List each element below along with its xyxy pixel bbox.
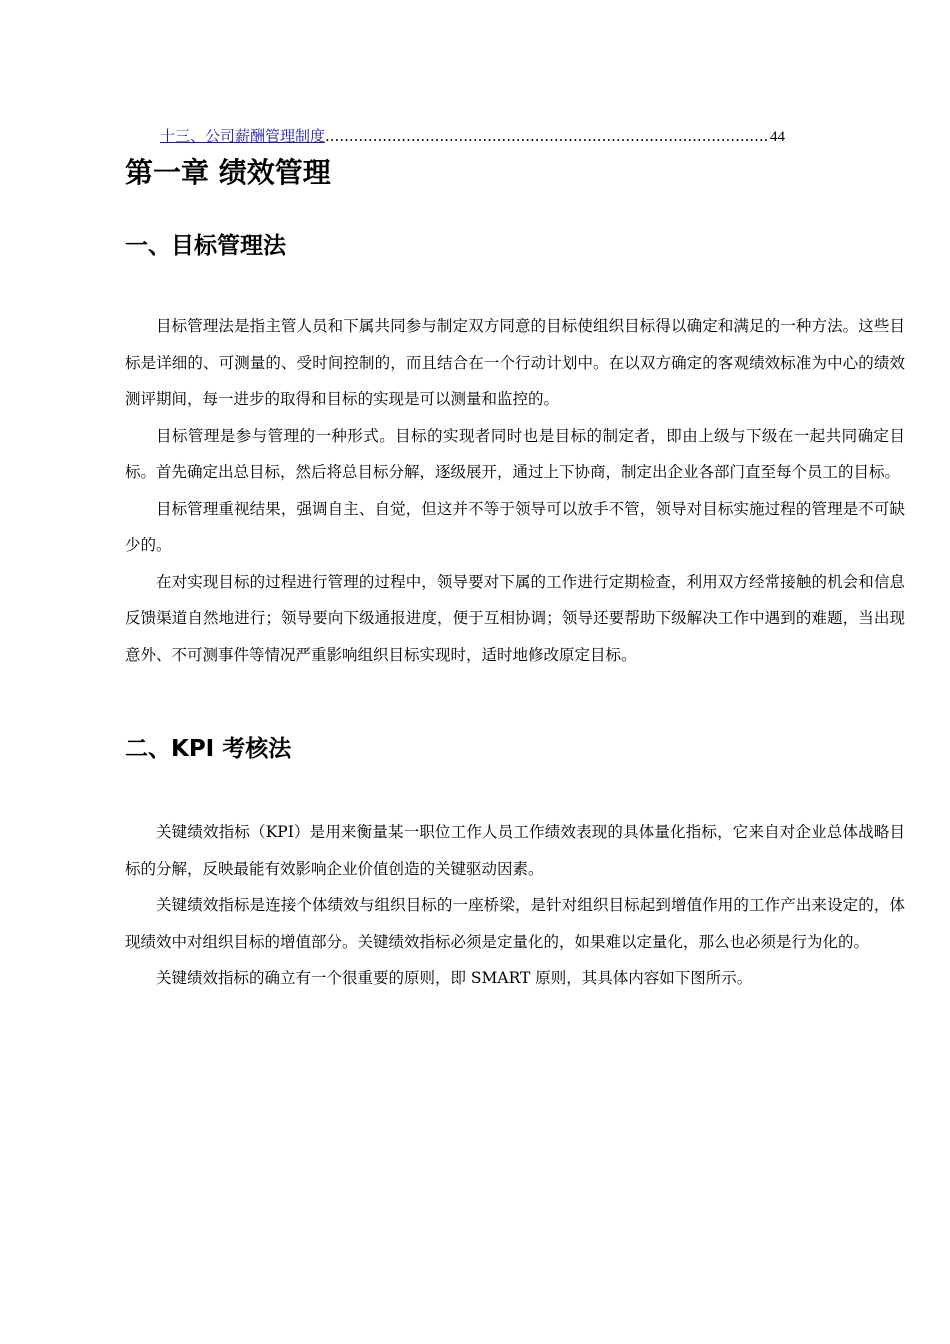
section-title-kpi: 二、KPI 考核法 bbox=[125, 736, 292, 762]
toc-entry-page-number: 44 bbox=[770, 129, 785, 145]
paragraph: 关键绩效指标的确立有一个很重要的原则，即 SMART 原则，其具体内容如下图所示。 bbox=[156, 969, 753, 987]
paragraph: 关键绩效指标是连接个体绩效与组织目标的一座桥梁，是针对组织目标起到增值作用的工作产出来设定的，体现绩效中对组织目标的增值部分。关键绩效指标必须是定量化的，如果难以定量化，那么也必须是行为化的。 bbox=[125, 896, 905, 951]
paragraph: 关键绩效指标（KPI）是用来衡量某一职位工作人员工作绩效表现的具体量化指标，它来自对企业总体战略目标的分解，反映最能有效影响企业价值创造的关键驱动因素。 bbox=[125, 823, 905, 878]
section-body-kpi bbox=[125, 814, 905, 997]
section-body-mbo bbox=[125, 308, 905, 673]
paragraph: 目标管理重视结果，强调自主、自觉，但这并不等于领导可以放手不管，领导对目标实施过程的管理是不可缺少的。 bbox=[125, 499, 905, 554]
paragraph: 目标管理是参与管理的一种形式。目标的实现者同时也是目标的制定者，即由上级与下级在一起共同确定目标。首先确定出总目标，然后将总目标分解，逐级展开，通过上下协商，制定出企业各部门直至每个员工的目标。 bbox=[125, 426, 905, 481]
toc-leader-dots bbox=[325, 126, 770, 146]
toc-entry-link[interactable]: 十三、公司薪酬管理制度 bbox=[160, 127, 326, 145]
paragraph: 目标管理法是指主管人员和下属共同参与制定双方同意的目标使组织目标得以确定和满足的一种方法。这些目标是详细的、可测量的、受时间控制的，而且结合在一个行动计划中。在以双方确定的客观绩效标准为中心的绩效测评期间，每一进步的取得和目标的实现是可以测量和监控的。 bbox=[125, 317, 905, 408]
paragraph: 在对实现目标的过程进行管理的过程中，领导要对下属的工作进行定期检查，利用双方经常接触的机会和信息反馈渠道自然地进行；领导要向下级通报进度，便于互相协调；领导还要帮助下级解决工作中遇到的难题，当出现意外、不可测事件等情况严重影响组织目标实现时，适时地修改原定目标。 bbox=[125, 572, 905, 664]
toc-entry[interactable] bbox=[160, 126, 785, 147]
section-title-mbo: 一、目标管理法 bbox=[125, 233, 286, 259]
chapter-title: 第一章 绩效管理 bbox=[125, 156, 331, 189]
